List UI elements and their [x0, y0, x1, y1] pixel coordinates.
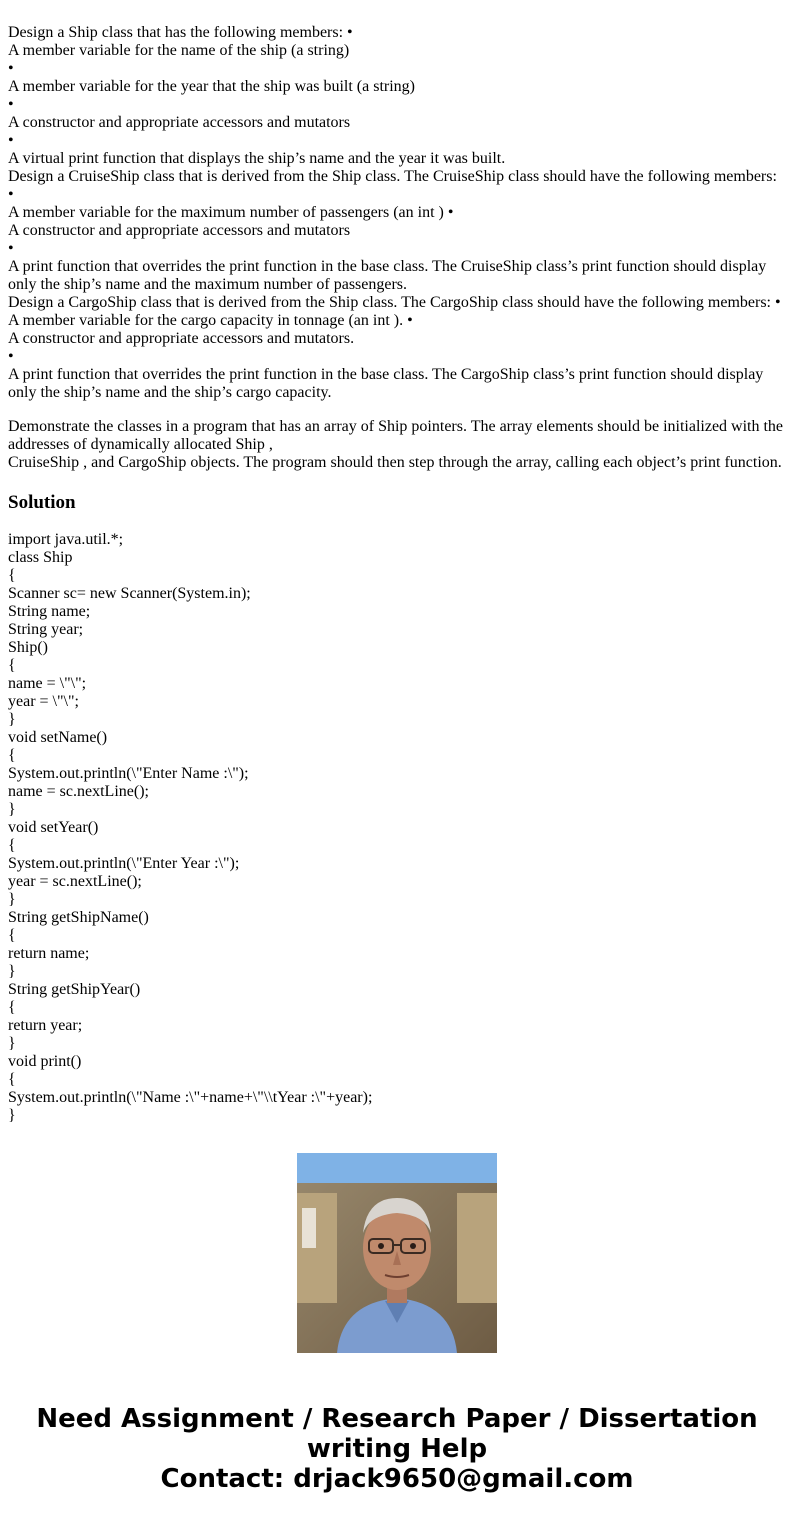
code-line: return year; [8, 1017, 83, 1034]
question-line: Design a Ship class that has the following members: • [8, 24, 353, 41]
question-text [8, 24, 788, 402]
question-line: • [8, 186, 14, 203]
code-line: String name; [8, 603, 91, 620]
code-line: Scanner sc= new Scanner(System.in); [8, 585, 251, 602]
code-line: String year; [8, 621, 84, 638]
footer-contact-line: Contact: drjack9650@gmail.com [160, 1464, 634, 1494]
question-line: A constructor and appropriate accessors and mutators. [8, 330, 355, 347]
author-avatar [297, 1153, 497, 1353]
code-line: } [8, 801, 16, 818]
code-line: { [8, 567, 16, 584]
code-line: void print() [8, 1053, 82, 1070]
code-line: { [8, 999, 16, 1016]
code-line: void setName() [8, 729, 108, 746]
code-line: } [8, 711, 16, 728]
code-line: Ship() [8, 639, 48, 656]
code-line: { [8, 837, 16, 854]
code-line: } [8, 963, 16, 980]
code-line: } [8, 1035, 16, 1052]
code-line: String getShipYear() [8, 981, 141, 998]
question-line: • [8, 96, 14, 113]
code-line: name = \"\"; [8, 675, 87, 692]
code-line: { [8, 927, 16, 944]
code-line: name = sc.nextLine(); [8, 783, 149, 800]
question-line: Design a CargoShip class that is derived from the Ship class. The CargoShip class should have the following members: • [8, 294, 781, 311]
question-line: A constructor and appropriate accessors and mutators [8, 114, 351, 131]
code-line: return name; [8, 945, 90, 962]
question-line: A constructor and appropriate accessors and mutators [8, 222, 351, 239]
question-line: Design a CruiseShip class that is derived from the Ship class. The CruiseShip class should have the following members: [8, 168, 777, 185]
document-body [8, 24, 788, 1124]
code-line: } [8, 891, 16, 908]
code-line: year = \"\"; [8, 693, 79, 710]
question-line: A virtual print function that displays the ship’s name and the year it was built. [8, 150, 506, 167]
demonstrate-paragraph [8, 418, 788, 472]
question-line: • [8, 348, 14, 365]
code-line: void setYear() [8, 819, 99, 836]
question-line: A member variable for the year that the ship was built (a string) [8, 78, 415, 95]
footer-line-1: Need Assignment / Research Paper / Dissertation [36, 1404, 758, 1434]
question-line: A print function that overrides the print function in the base class. The CruiseShip class’s print function should display only the ship’s name and the maximum number of passengers. [8, 258, 767, 293]
question-line: A member variable for the cargo capacity in tonnage (an int ). • [8, 312, 413, 329]
footer-line-2: writing Help [306, 1434, 488, 1464]
code-line: { [8, 747, 16, 764]
question-line: A member variable for the name of the ship (a string) [8, 42, 350, 59]
solution-heading: Solution [8, 492, 76, 513]
footer-banner [0, 1404, 794, 1494]
code-line: System.out.println(\"Name :\"+name+\"\\tYear :\"+year); [8, 1089, 373, 1106]
code-line: import java.util.*; [8, 531, 124, 548]
question-line: • [8, 240, 14, 257]
demonstrate-line: Demonstrate the classes in a program that has an array of Ship pointers. The array elements should be initialized with the addresses of dynamically allocated Ship , [8, 418, 784, 453]
author-portrait-image [297, 1153, 497, 1353]
code-line: { [8, 657, 16, 674]
code-line: year = sc.nextLine(); [8, 873, 142, 890]
question-line: • [8, 132, 14, 149]
question-line: A member variable for the maximum number of passengers (an int ) • [8, 204, 454, 221]
question-line: A print function that overrides the print function in the base class. The CargoShip class’s print function should display only the ship’s name and the ship’s cargo capacity. [8, 366, 764, 401]
code-line: { [8, 1071, 16, 1088]
code-line: } [8, 1107, 16, 1124]
demonstrate-line: CruiseShip , and CargoShip objects. The program should then step through the array, calling each object’s print function. [8, 454, 782, 471]
question-line: • [8, 60, 14, 77]
paragraph-gap [8, 402, 788, 418]
solution-code-block [8, 531, 788, 1124]
code-line: System.out.println(\"Enter Name :\"); [8, 765, 249, 782]
code-line: class Ship [8, 549, 73, 566]
code-line: System.out.println(\"Enter Year :\"); [8, 855, 240, 872]
code-line: String getShipName() [8, 909, 149, 926]
